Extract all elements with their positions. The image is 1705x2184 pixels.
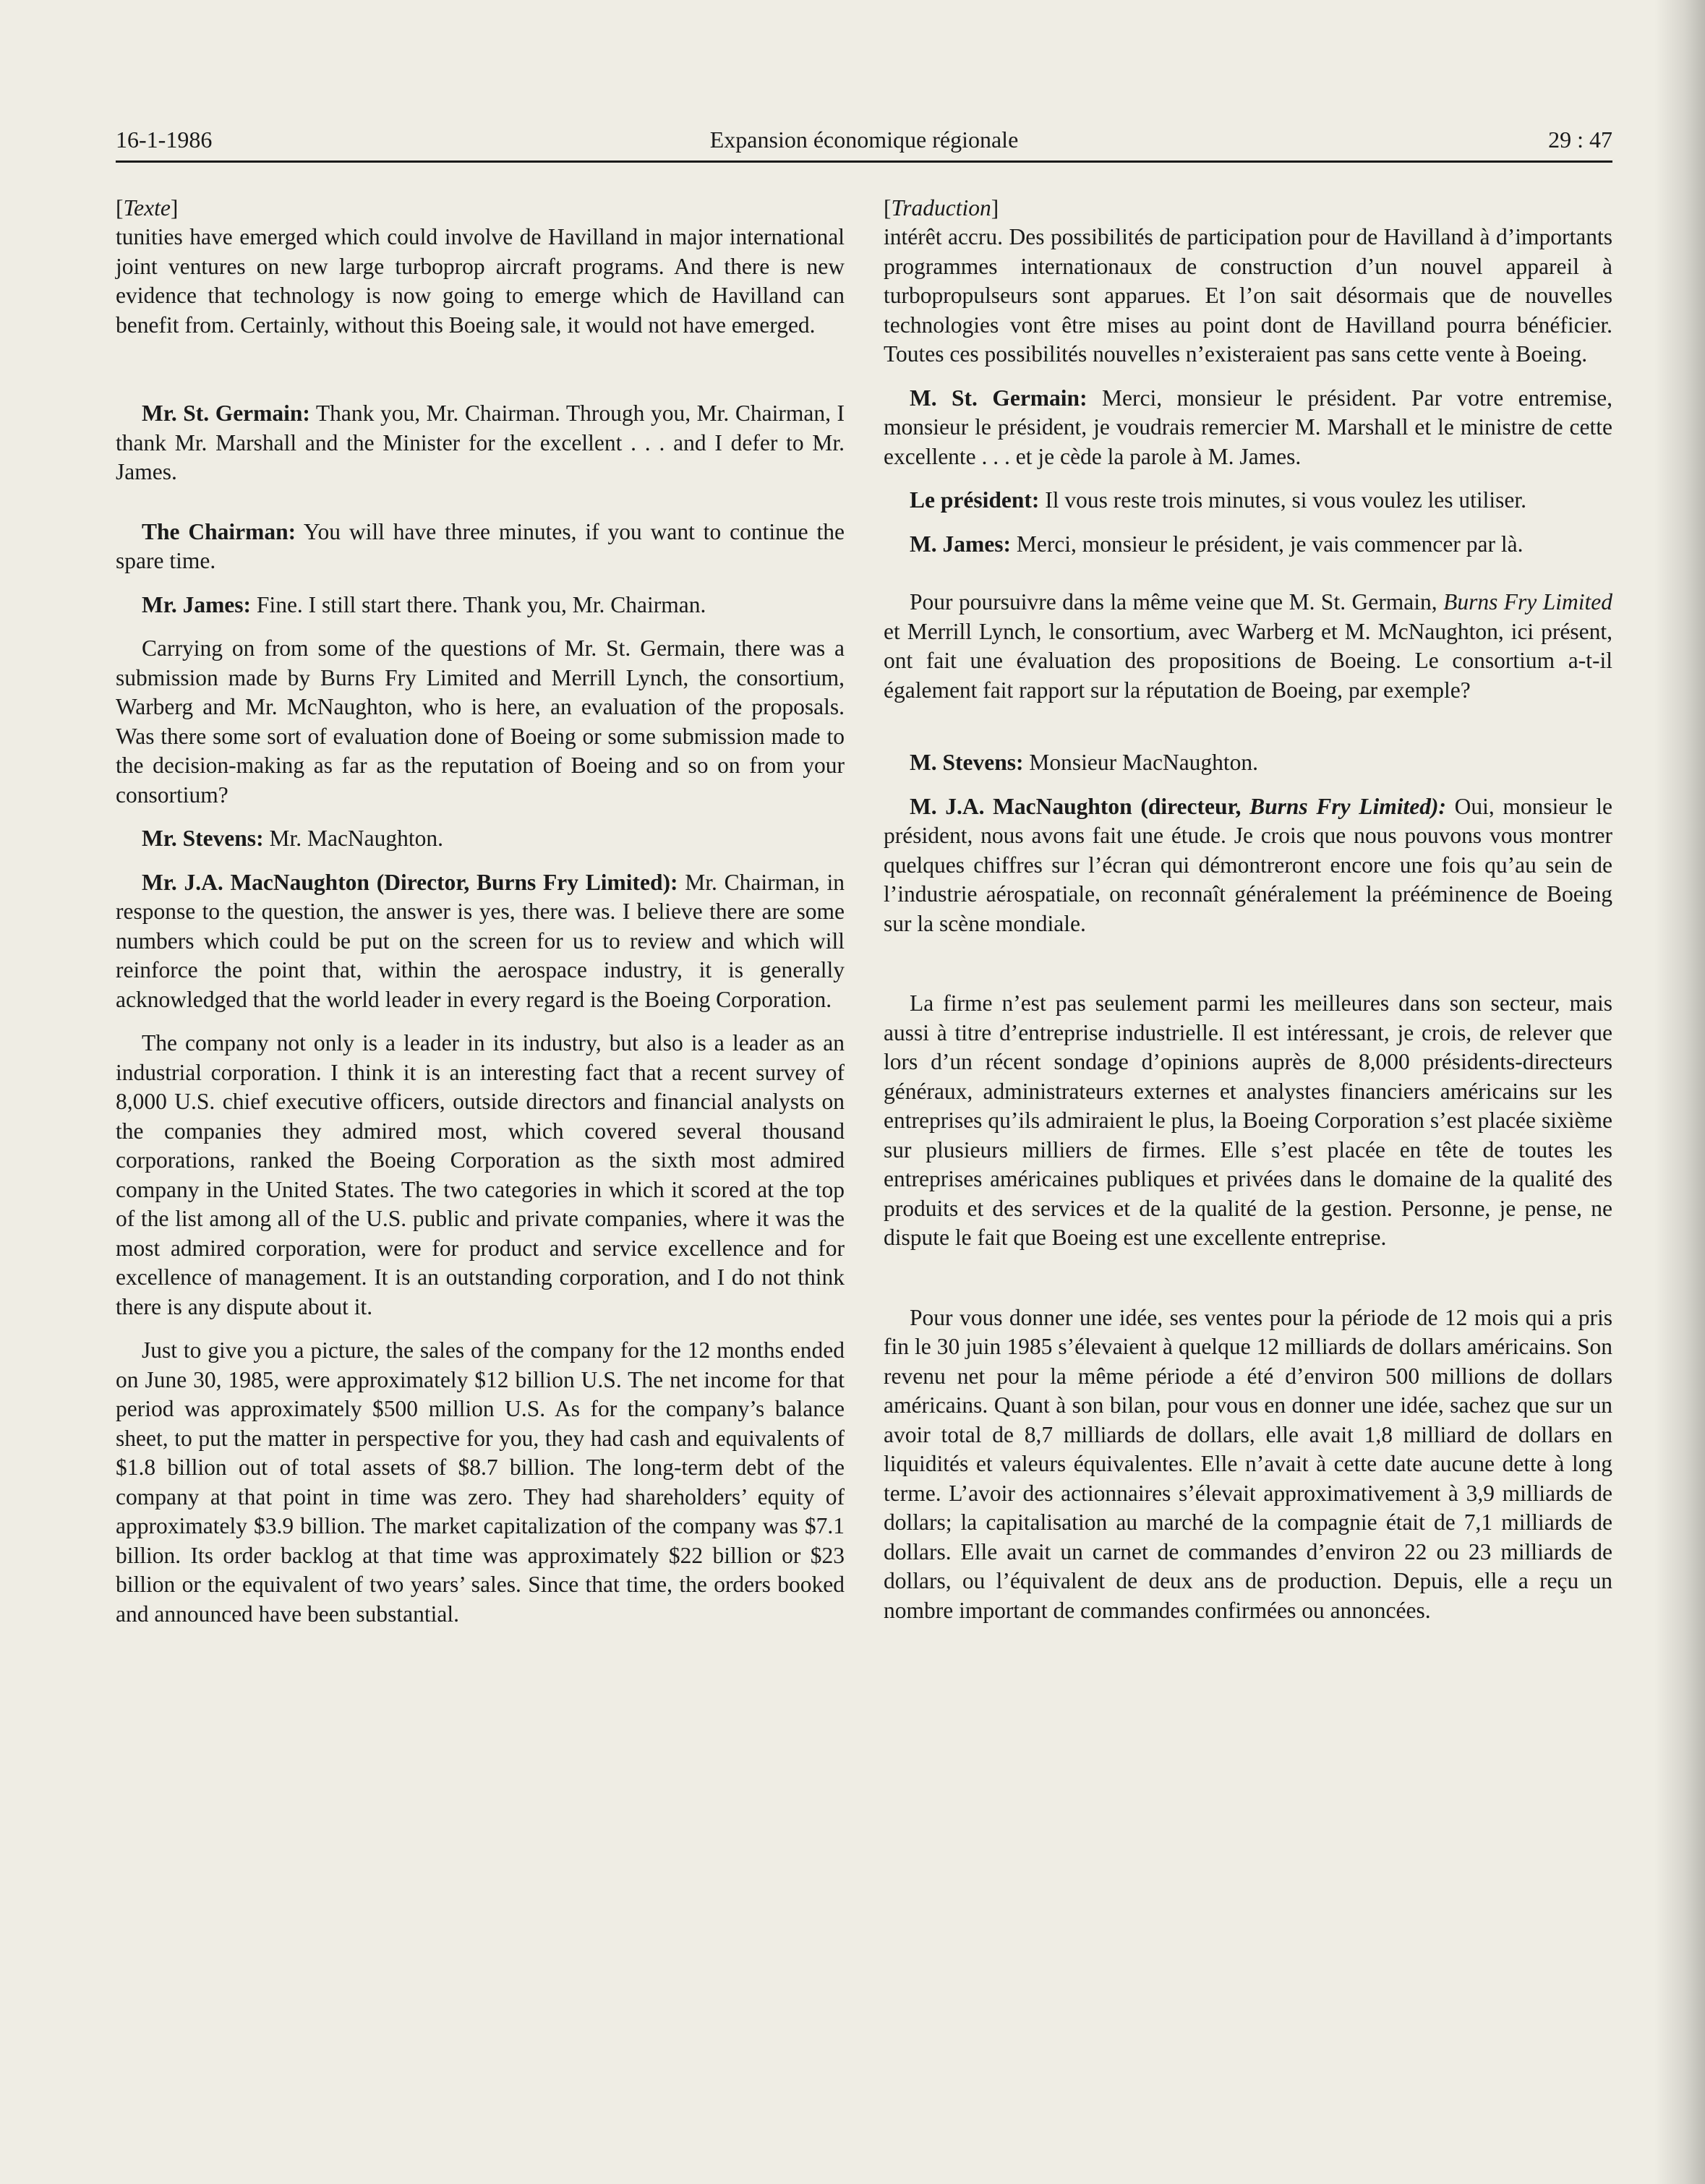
- paragraph: M. St. Germain: Merci, monsieur le président. Par votre entremise, monsieur le président, je voudrais remercier M. Marshall et le ministre de cette excellente . . . et je cède la parole à M. James.: [884, 385, 1612, 469]
- speaker-name: M. St. Germain:: [910, 385, 1087, 411]
- paragraph: Carrying on from some of the questions of Mr. St. Germain, there was a submission made by Burns Fry Limited and Merrill Lynch, the consortium, Warberg and Mr. McNaughton, who is here, an evaluation of the proposals. Was there some sort of evaluation done of Boeing or some submission made to the decision-making as far as the reputation of Boeing and so on from your consortium?: [116, 635, 845, 808]
- paragraph: Le président: Il vous reste trois minutes, si vous voulez les utiliser.: [910, 487, 1527, 513]
- header-title: Expansion économique régionale: [709, 127, 1019, 153]
- language-tag-right: [Traduction]: [884, 195, 999, 220]
- paragraph: Pour poursuivre dans la même veine que M. St. Germain, Burns Fry Limited et Merrill Lynch, le consortium, avec Warberg et M. McNaughton, ici présent, ont fait une évaluation des propositions de Boeing. Le consortium a-t-il également fait rapport sur la réputation de Boeing, par exemple?: [884, 589, 1612, 703]
- paragraph: The Chairman: You will have three minutes, if you want to continue the spare time.: [116, 518, 845, 573]
- paragraph: tunities have emerged which could involve de Havilland in major international joint ventures on new large turboprop aircraft programs. And there is new evidence that technology is now going to emerge which de Havilland can benefit from. Certainly, without this Boeing sale, it would not have emerged.: [116, 224, 845, 338]
- paragraph: Mr. J.A. MacNaughton (Director, Burns Fry Limited): Mr. Chairman, in response to the question, the answer is yes, there was. I believe there are some numbers which could be put on the screen for us to review and which will reinforce the point that, within the aerospace industry, it is generally acknowledged that the world leader in every regard is the Boeing Corporation.: [116, 869, 845, 1012]
- speaker-name: Mr. Stevens:: [142, 826, 264, 851]
- paragraph: M. Stevens: Monsieur MacNaughton.: [910, 750, 1259, 775]
- speaker-name: M. J.A. MacNaughton (directeur, Burns Fry Limited):: [910, 793, 1446, 819]
- paragraph: M. James: Merci, monsieur le président, je vais commencer par là.: [910, 531, 1524, 557]
- paragraph: Mr. Stevens: Mr. MacNaughton.: [142, 826, 444, 851]
- paragraph: intérêt accru. Des possibilités de participation pour de Havilland à d’importants programmes internationaux de construction d’un nouvel appareil à turbopropulseurs sont apparues. Et l’on sait désormais que de nouvelles technologies vont être mises au point dont de Havilland pourra bénéficier. Toutes ces possibilités nouvelles n’existeraient pas sans cette vente à Boeing.: [884, 224, 1612, 367]
- language-tag-left: [Texte]: [116, 195, 179, 220]
- left-column-english: [116, 194, 845, 1629]
- header-date: 16-1-1986: [116, 127, 213, 153]
- paragraph: Just to give you a picture, the sales of the company for the 12 months ended on June 30, 1985, were approximately $12 billion U.S. The net income for that period was approximately $500 million U.S. As for the company’s balance sheet, to put the matter in perspective for you, they had cash and equivalents of $1.8 billion out of total assets of $8.7 billion. The long-term debt of the company at that point in time was zero. They had shareholders’ equity of approximately $3.9 billion. The market capitalization of the company was $7.1 billion. Its order backlog at that time was approximately $22 billion or $23 billion or the equivalent of two years’ sales. Since that time, the orders booked and announced have been substantial.: [116, 1337, 845, 1627]
- paragraph: The company not only is a leader in its industry, but also is a leader as an industrial corporation. I think it is an interesting fact that a recent survey of 8,000 U.S. chief executive officers, outside directors and financial analysts on the companies they admired most, which covered several thousand corporations, ranked the Boeing Corporation as the sixth most admired company in the United States. The two categories in which it scored at the top of the list among all of the U.S. public and private companies, where it was the most admired corporation, were for product and service excellence and for excellence of management. It is an outstanding corporation, and I do not think there is any dispute about it.: [116, 1030, 845, 1319]
- paragraph: Mr. James: Fine. I still start there. Thank you, Mr. Chairman.: [142, 591, 706, 617]
- page-binding-shadow: [1654, 0, 1705, 2184]
- header-rule: [116, 160, 1612, 163]
- paragraph: Pour vous donner une idée, ses ventes pour la période de 12 mois qui a pris fin le 30 juin 1985 s’élevaient à quelque 12 milliards de dollars américains. Son revenu net pour la même période a été d’environ 500 millions de dollars américains. Quant à son bilan, pour vous en donner une idée, sachez que sur un avoir total de 8,7 milliards de dollars, elle avait 1,8 milliard de dollars en liquidités et valeurs équivalentes. Elle n’avait à cette date aucune dette à long terme. L’avoir des actionnaires s’élevait approximativement à 3,9 milliards de dollars; la capitalisation au marché de la compagnie était de 7,1 milliards de dollars. Elle avait un carnet de commandes d’environ 22 ou 23 milliards de dollars, ou l’équivalent de deux ans de production. Depuis, elle a reçu un nombre important de commandes confirmées ou annoncées.: [884, 1304, 1612, 1623]
- paragraph: Mr. St. Germain: Thank you, Mr. Chairman. Through you, Mr. Chairman, I thank Mr. Marshall and the Minister for the excellent . . . and I defer to Mr. James.: [116, 401, 845, 484]
- speaker-name: The Chairman:: [142, 518, 296, 544]
- right-column-french: [884, 194, 1612, 1625]
- speaker-name: Mr. J.A. MacNaughton (Director, Burns Fry Limited):: [142, 869, 678, 895]
- speaker-name: Le président:: [910, 487, 1040, 513]
- speaker-name: Mr. James:: [142, 591, 252, 617]
- speaker-name: M. James:: [910, 531, 1011, 557]
- speaker-name: M. Stevens:: [910, 750, 1024, 775]
- paragraph: La firme n’est pas seulement parmi les meilleures dans son secteur, mais aussi à titre d’entreprise industrielle. Il est intéressant, je crois, de relever que lors d’un récent sondage d’opinions auprès de 8,000 présidents-directeurs généraux, administrateurs externes et analystes financiers américains sur les entreprises qu’ils admiraient le plus, la Boeing Corporation s’est placée sixième sur plusieurs milliers de firmes. Elle s’est placée en tête de toutes les entreprises américaines publiques et privées dans le domaine de la qualité des produits et des services et de la qualité de la gestion. Personne, je pense, ne dispute le fait que Boeing est une excellente entreprise.: [884, 990, 1612, 1250]
- paragraph: M. J.A. MacNaughton (directeur, Burns Fry Limited): Oui, monsieur le président, nous avons fait une étude. Je crois que nous pouvons vous montrer quelques chiffres sur l’écran qui démontreront encore une fois qu’au sein de l’industrie aérospatiale, on reconnaît généralement la prééminence de Boeing sur la scène mondiale.: [884, 793, 1613, 936]
- header-page-number: 29 : 47: [1548, 127, 1612, 153]
- speaker-name: Mr. St. Germain:: [142, 401, 310, 426]
- page-header: [116, 121, 1612, 158]
